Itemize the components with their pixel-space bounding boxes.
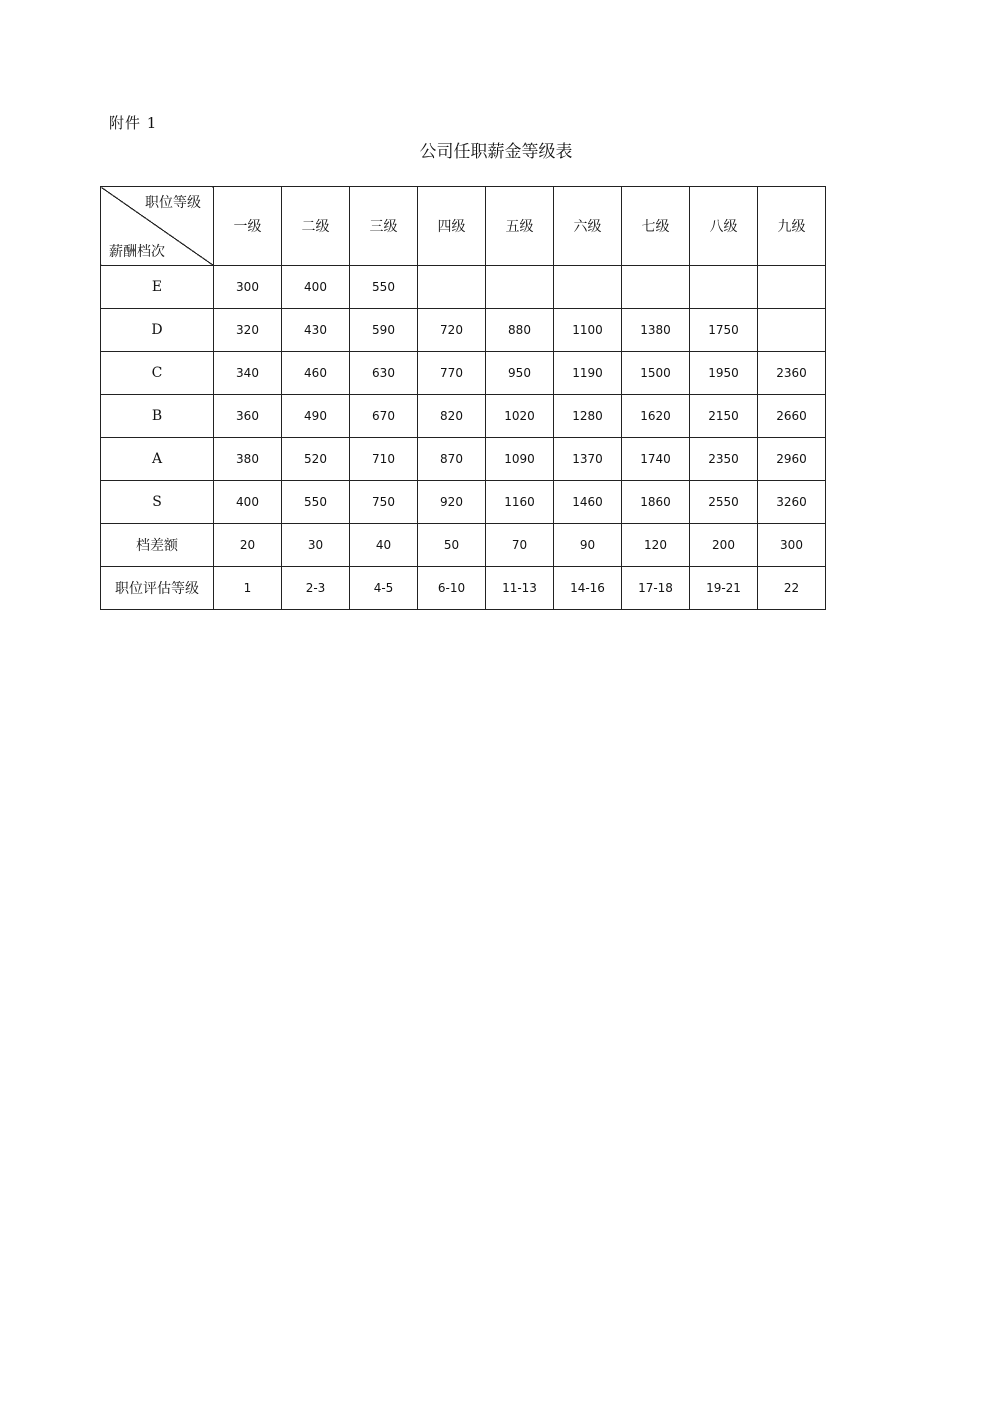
table-cell: 360 <box>214 395 282 438</box>
table-body <box>101 187 826 610</box>
table-cell: 950 <box>486 352 554 395</box>
table-cell <box>758 309 826 352</box>
table-row <box>101 481 826 524</box>
table-cell: 1090 <box>486 438 554 481</box>
column-header: 六级 <box>554 187 622 266</box>
table-cell: 920 <box>418 481 486 524</box>
table-cell: 340 <box>214 352 282 395</box>
table-cell: 400 <box>282 266 350 309</box>
table-cell: 40 <box>350 524 418 567</box>
row-label: C <box>101 352 214 395</box>
table-cell: 670 <box>350 395 418 438</box>
row-label: 档差额 <box>101 524 214 567</box>
table-row <box>101 567 826 610</box>
column-header: 四级 <box>418 187 486 266</box>
table-cell: 2660 <box>758 395 826 438</box>
table-cell <box>486 266 554 309</box>
table-cell: 1500 <box>622 352 690 395</box>
row-label: S <box>101 481 214 524</box>
row-label: D <box>101 309 214 352</box>
table-cell: 30 <box>282 524 350 567</box>
table-cell: 1370 <box>554 438 622 481</box>
table-cell: 200 <box>690 524 758 567</box>
row-label: 职位评估等级 <box>101 567 214 610</box>
table-cell: 1740 <box>622 438 690 481</box>
table-cell: 750 <box>350 481 418 524</box>
table-row <box>101 524 826 567</box>
table-cell: 400 <box>214 481 282 524</box>
table-cell: 300 <box>758 524 826 567</box>
table-cell: 870 <box>418 438 486 481</box>
column-header: 二级 <box>282 187 350 266</box>
table-cell <box>758 266 826 309</box>
table-cell: 720 <box>418 309 486 352</box>
row-label: E <box>101 266 214 309</box>
table-cell: 19-21 <box>690 567 758 610</box>
table-cell: 1750 <box>690 309 758 352</box>
table-cell <box>690 266 758 309</box>
table-cell: 2960 <box>758 438 826 481</box>
row-label: B <box>101 395 214 438</box>
table-cell: 1380 <box>622 309 690 352</box>
table-cell: 710 <box>350 438 418 481</box>
table-cell: 90 <box>554 524 622 567</box>
table-cell: 320 <box>214 309 282 352</box>
table-cell: 1950 <box>690 352 758 395</box>
table-cell: 1860 <box>622 481 690 524</box>
table-cell <box>622 266 690 309</box>
table-cell: 4-5 <box>350 567 418 610</box>
row-label: A <box>101 438 214 481</box>
table-cell: 2-3 <box>282 567 350 610</box>
column-header: 七级 <box>622 187 690 266</box>
column-header: 一级 <box>214 187 282 266</box>
table-cell: 550 <box>350 266 418 309</box>
column-header: 三级 <box>350 187 418 266</box>
table-cell: 1190 <box>554 352 622 395</box>
table-cell <box>418 266 486 309</box>
table-cell: 120 <box>622 524 690 567</box>
table-row <box>101 352 826 395</box>
table-cell: 2350 <box>690 438 758 481</box>
table-cell: 20 <box>214 524 282 567</box>
table-row <box>101 395 826 438</box>
table-cell: 14-16 <box>554 567 622 610</box>
table-cell: 2150 <box>690 395 758 438</box>
column-header: 八级 <box>690 187 758 266</box>
table-cell: 380 <box>214 438 282 481</box>
corner-bottom-label: 薪酬档次 <box>109 244 165 260</box>
table-cell: 880 <box>486 309 554 352</box>
table-cell: 1 <box>214 567 282 610</box>
table-cell: 490 <box>282 395 350 438</box>
table-cell: 1280 <box>554 395 622 438</box>
table-row <box>101 438 826 481</box>
table-cell: 3260 <box>758 481 826 524</box>
table-cell: 550 <box>282 481 350 524</box>
table-cell: 2360 <box>758 352 826 395</box>
table-cell: 2550 <box>690 481 758 524</box>
table-cell: 50 <box>418 524 486 567</box>
table-cell: 1160 <box>486 481 554 524</box>
table-cell: 1020 <box>486 395 554 438</box>
column-header: 九级 <box>758 187 826 266</box>
salary-grade-table <box>100 186 826 610</box>
table-row <box>101 266 826 309</box>
column-header: 五级 <box>486 187 554 266</box>
corner-header-cell <box>101 187 214 266</box>
table-cell: 1460 <box>554 481 622 524</box>
table-cell: 630 <box>350 352 418 395</box>
table-cell: 22 <box>758 567 826 610</box>
annex-label: 附件 1 <box>109 114 158 132</box>
table-row <box>101 309 826 352</box>
table-cell: 1620 <box>622 395 690 438</box>
table-cell: 590 <box>350 309 418 352</box>
table-cell: 11-13 <box>486 567 554 610</box>
table-cell: 1100 <box>554 309 622 352</box>
table-cell: 430 <box>282 309 350 352</box>
table-cell: 520 <box>282 438 350 481</box>
table-cell: 460 <box>282 352 350 395</box>
table-cell: 770 <box>418 352 486 395</box>
table-cell <box>554 266 622 309</box>
table-cell: 300 <box>214 266 282 309</box>
corner-top-label: 职位等级 <box>145 195 201 211</box>
table-cell: 6-10 <box>418 567 486 610</box>
page-title: 公司任职薪金等级表 <box>419 142 573 162</box>
table-cell: 70 <box>486 524 554 567</box>
table-cell: 820 <box>418 395 486 438</box>
table-header-row <box>101 187 826 266</box>
table-cell: 17-18 <box>622 567 690 610</box>
